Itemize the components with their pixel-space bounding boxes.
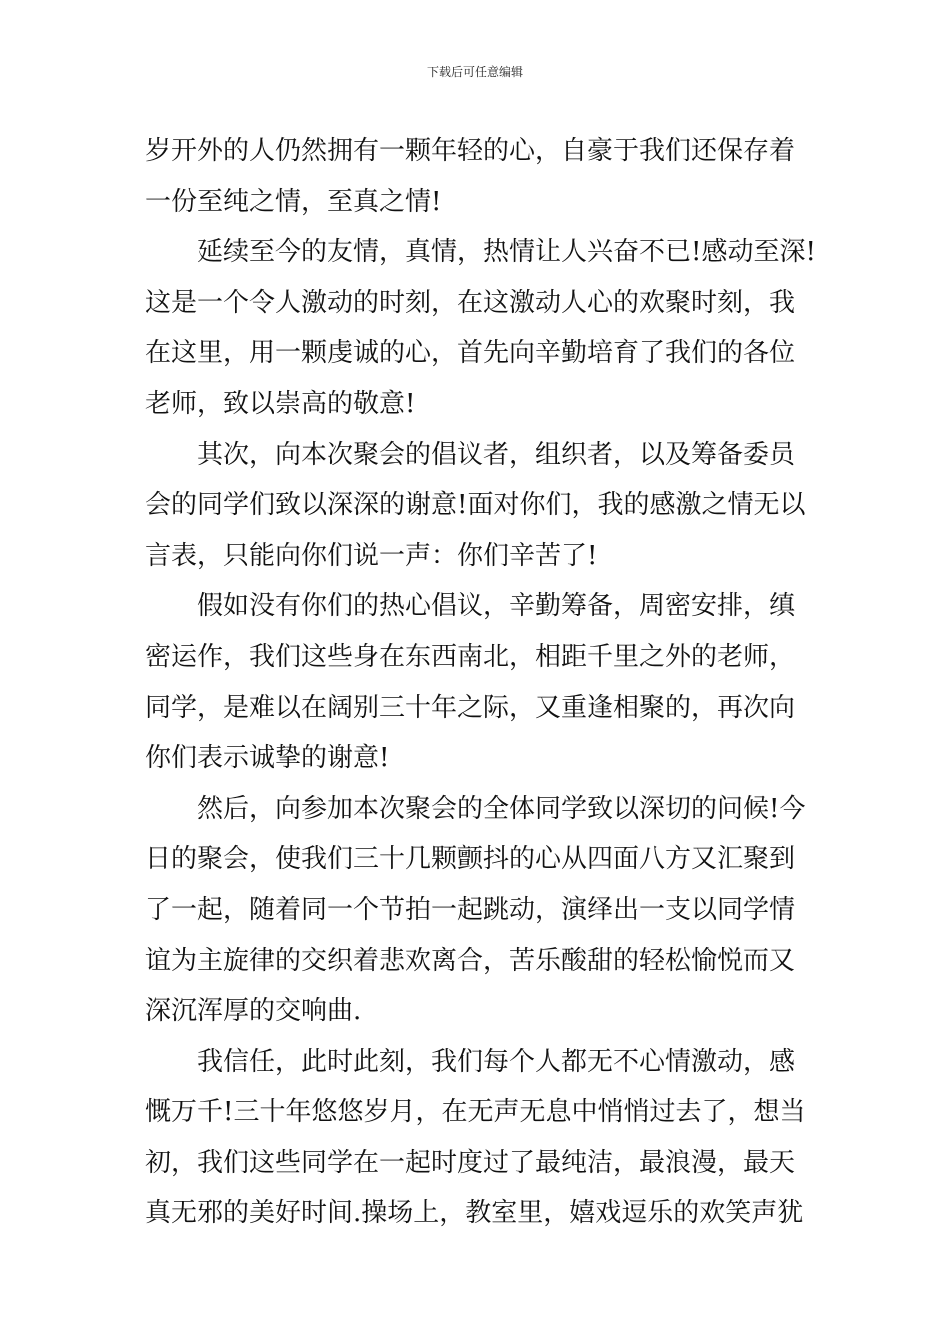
paragraph-start-line: 我信任，此时此刻，我们每个人都无不心情激动，感 bbox=[197, 1046, 796, 1077]
text-line: 岁开外的人仍然拥有一颗年轻的心，自豪于我们还保存着 bbox=[145, 136, 796, 166]
text-line: 在这里，用一颗虔诚的心，首先向辛勤培育了我们的各位 bbox=[145, 338, 796, 369]
text-line: 会的同学们致以深深的谢意!面对你们，我的感激之情无以 bbox=[145, 490, 806, 521]
text-line: 日的聚会，使我们三十几颗颤抖的心从四面八方又汇聚到 bbox=[145, 844, 796, 875]
paragraph-start-line: 其次，向本次聚会的倡议者，组织者，以及筹备委员 bbox=[197, 439, 796, 470]
text-line: 言表，只能向你们说一声：你们辛苦了! bbox=[145, 540, 598, 571]
text-line: 真无邪的美好时间.操场上，教室里，嬉戏逗乐的欢笑声犹 bbox=[145, 1198, 804, 1229]
text-line: 了一起，随着同一个节拍一起跳动，演绎出一支以同学情 bbox=[145, 894, 796, 925]
page-header: 下载后可任意编辑 bbox=[426, 65, 523, 79]
text-line: 初，我们这些同学在一起时度过了最纯洁，最浪漫，最天 bbox=[145, 1147, 796, 1178]
text-line: 老师，致以崇高的敬意! bbox=[145, 388, 416, 419]
paragraph-start-line: 假如没有你们的热心倡议，辛勤筹备，周密安排，缜 bbox=[197, 591, 796, 622]
paragraph-start-line: 延续至今的友情，真情，热情让人兴奋不已!感动至深! bbox=[197, 237, 816, 268]
text-line: 密运作，我们这些身在东西南北，相距千里之外的老师， bbox=[145, 641, 796, 672]
text-line: 这是一个令人激动的时刻，在这激动人心的欢聚时刻，我 bbox=[145, 287, 796, 318]
text-line: 一份至纯之情，至真之情! bbox=[145, 186, 442, 217]
text-line: 深沉浑厚的交响曲. bbox=[145, 996, 362, 1027]
text-line: 同学，是难以在阔别三十年之际，又重逢相聚的，再次向 bbox=[145, 692, 796, 723]
text-line: 谊为主旋律的交织着悲欢离合，苦乐酸甜的轻松愉悦而又 bbox=[145, 945, 796, 976]
text-line: 你们表示诚挚的谢意! bbox=[145, 743, 390, 774]
paragraph-start-line: 然后，向参加本次聚会的全体同学致以深切的问候!今 bbox=[197, 793, 806, 824]
document-body bbox=[145, 126, 816, 1239]
text-line: 慨万千!三十年悠悠岁月，在无声无息中悄悄过去了，想当 bbox=[145, 1097, 806, 1128]
